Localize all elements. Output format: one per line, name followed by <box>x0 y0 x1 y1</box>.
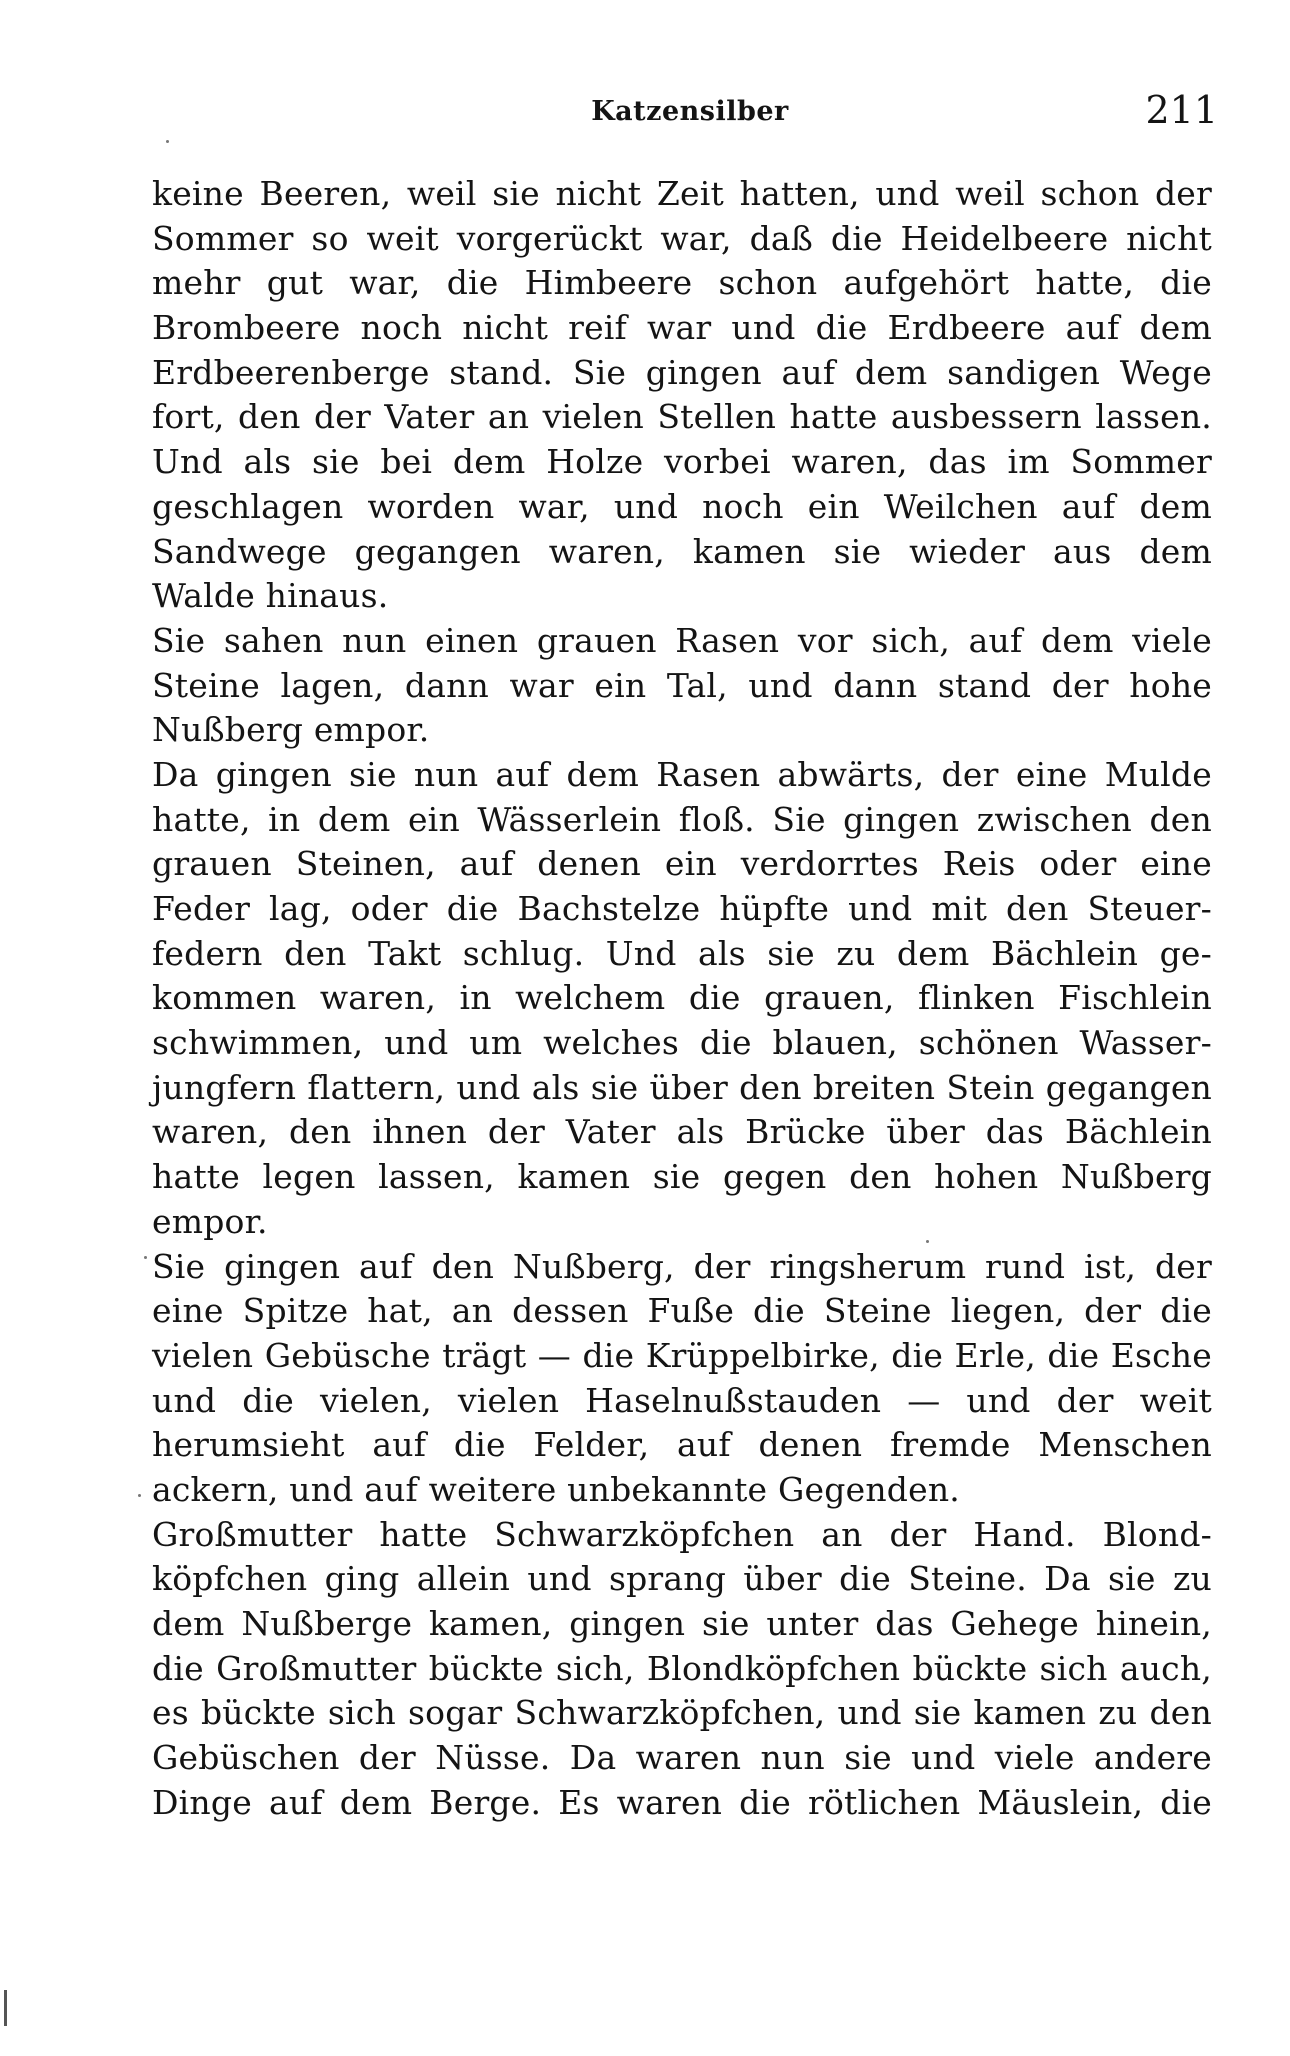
text-line: Sie gingen auf den Nußberg, der ringsherum rund ist, der <box>152 1246 1212 1286</box>
text-line: kommen waren, in welchem die grauen, flinken Fischlein <box>152 978 1212 1018</box>
text-line: ackern, und auf weitere unbekannte Gegenden. <box>152 1469 960 1509</box>
text-line: Da gingen sie nun auf dem Rasen abwärts, der eine Mulde <box>152 754 1212 794</box>
text-line: waren, den ihnen der Vater als Brücke über das Bächlein <box>152 1112 1212 1152</box>
text-line: vielen Gebüsche trägt — die Krüppelbirke, die Erle, die Esche <box>152 1335 1212 1375</box>
scan-speck <box>144 1256 147 1259</box>
page-number: 211 <box>1145 88 1218 132</box>
text-line: Dinge auf dem Berge. Es waren die rötlichen Mäuslein, die <box>152 1782 1212 1822</box>
scan-speck <box>138 1494 141 1497</box>
text-line: und die vielen, vielen Haselnußstauden — und der weit <box>152 1380 1212 1420</box>
text-line: es bückte sich sogar Schwarzköpfchen, und sie kamen zu den <box>152 1693 1212 1733</box>
text-line: Sandwege gegangen waren, kamen sie wieder aus dem <box>152 531 1212 571</box>
text-line: Sie sahen nun einen grauen Rasen vor sich, auf dem viele <box>152 620 1212 660</box>
body-text <box>152 172 1212 1825</box>
text-line: Und als sie bei dem Holze vorbei waren, das im Sommer <box>152 442 1212 482</box>
text-line: mehr gut war, die Himbeere schon aufgehört hatte, die <box>152 263 1212 303</box>
text-line: jungfern flattern, und als sie über den breiten Stein gegangen <box>152 1067 1212 1107</box>
text-line: hatte, in dem ein Wässerlein floß. Sie gingen zwischen den <box>152 799 1212 839</box>
text-line: fort, den der Vater an vielen Stellen hatte ausbessern lassen. <box>152 397 1212 437</box>
text-line: Sommer so weit vorgerückt war, daß die Heidelbeere nicht <box>152 218 1212 258</box>
text-line: Steine lagen, dann war ein Tal, und dann stand der hohe <box>152 665 1212 705</box>
text-line: geschlagen worden war, und noch ein Weilchen auf dem <box>152 486 1212 526</box>
text-line: dem Nußberge kamen, gingen sie unter das Gehege hinein, <box>152 1604 1212 1643</box>
text-line: köpfchen ging allein und sprang über die Steine. Da sie zu <box>152 1559 1212 1599</box>
text-line: grauen Steinen, auf denen ein verdorrtes Reis oder eine <box>152 844 1212 884</box>
text-line: schwimmen, und um welches die blauen, schönen Wasser- <box>152 1023 1212 1063</box>
text-line: Gebüschen der Nüsse. Da waren nun sie und viele andere <box>152 1738 1212 1778</box>
text-line: herumsieht auf die Felder, auf denen fremde Menschen <box>152 1425 1212 1465</box>
text-line: Feder lag, oder die Bachstelze hüpfte und mit den Steuer- <box>152 889 1212 928</box>
scan-speck <box>166 140 169 143</box>
text-line: die Großmutter bückte sich, Blondköpfchen bückte sich auch, <box>152 1648 1212 1688</box>
text-line: Nußberg empor. <box>152 710 430 750</box>
text-line: Großmutter hatte Schwarzköpfchen an der Hand. Blond- <box>152 1514 1212 1554</box>
text-line: keine Beeren, weil sie nicht Zeit hatten, und weil schon der <box>152 174 1212 213</box>
text-line: federn den Takt schlug. Und als sie zu dem Bächlein ge- <box>152 933 1212 973</box>
text-line: empor. <box>152 1201 268 1241</box>
scan-speck <box>926 1240 929 1243</box>
text-line: Brombeere noch nicht reif war und die Erdbeere auf dem <box>152 308 1212 348</box>
text-line: hatte legen lassen, kamen sie gegen den hohen Nußberg <box>152 1157 1212 1197</box>
text-line: Walde hinaus. <box>152 576 389 616</box>
scan-edge-mark <box>4 1990 7 2026</box>
running-head: Katzensilber <box>591 96 789 127</box>
text-line: Erdbeerenberge stand. Sie gingen auf dem sandigen Wege <box>152 352 1212 392</box>
text-line: eine Spitze hat, an dessen Fuße die Steine liegen, der die <box>152 1291 1212 1331</box>
